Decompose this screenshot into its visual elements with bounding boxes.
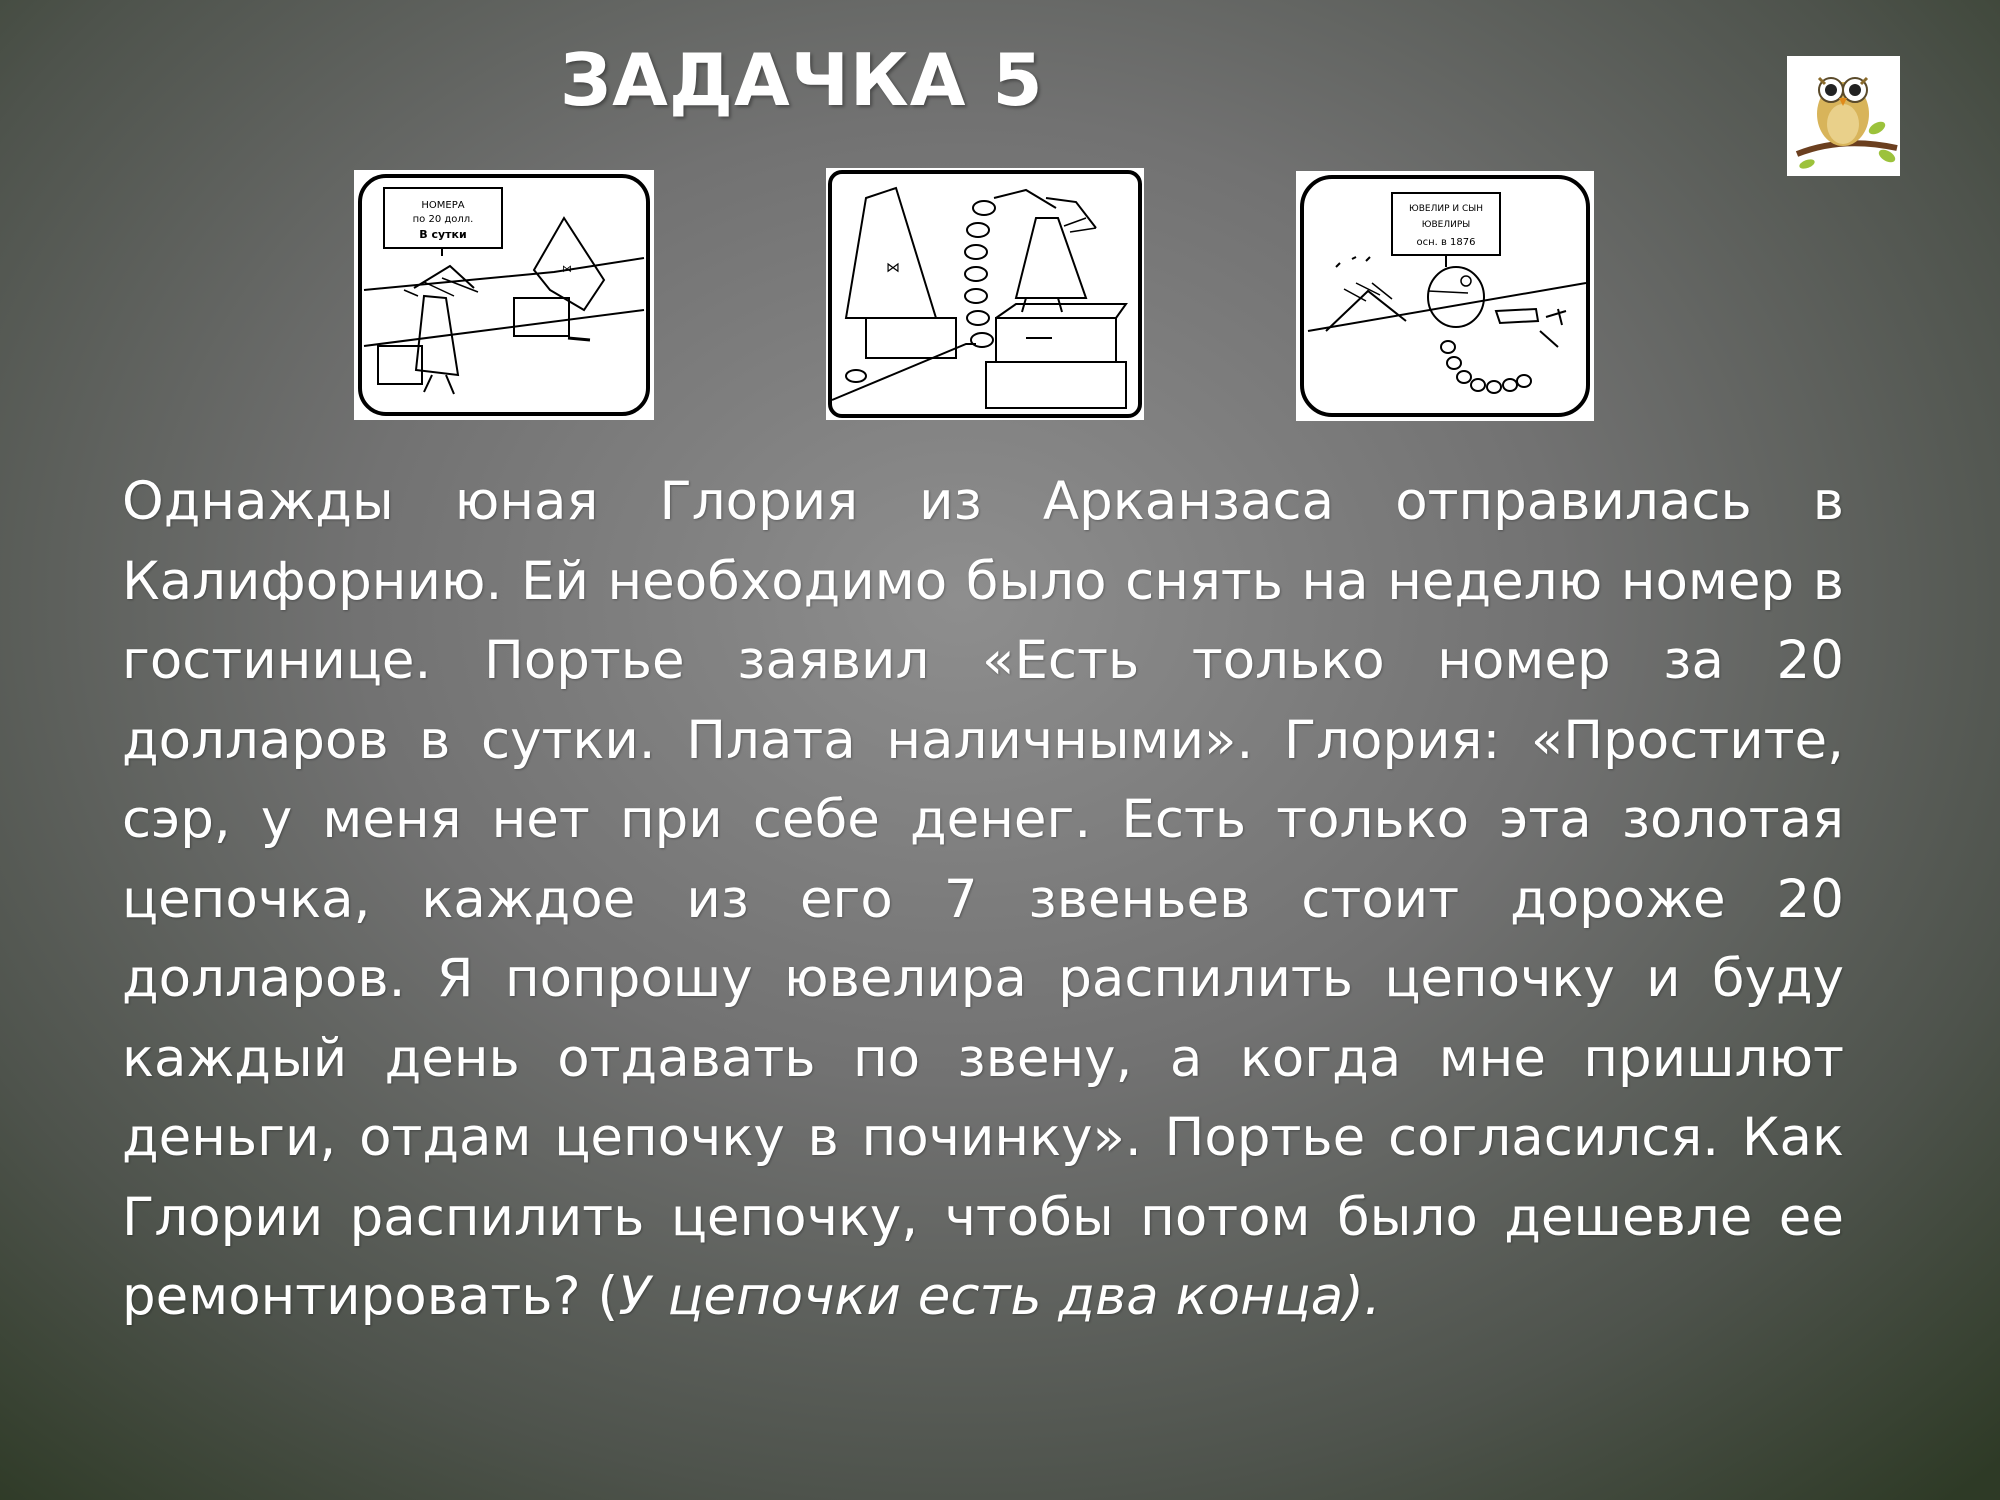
sign-line: осн. в 1876 [1416,237,1476,248]
cartoon-chain [826,168,1144,420]
problem-hint: У цепочки есть два конца). [618,1266,1381,1327]
sign-line: НОМЕРА [421,200,465,211]
cartoon-hotel [354,170,654,420]
svg-text:⋈: ⋈ [886,260,900,276]
svg-text:⋈: ⋈ [562,264,572,275]
problem-text [122,462,1844,1337]
sign-line: В сутки [419,228,467,241]
owl-icon [1787,56,1900,176]
sign-line: ЮВЕЛИР И СЫН [1409,204,1483,214]
problem-statement: Однажды юная Глория из Арканзаса отправилась в Калифорнию. Ей необходимо было снять на неделю номер в гостинице. Портье заявил «Есть только номер за 20 долларов в сутки. Плата наличными». Глория: «Простите, сэр, у меня нет при себе денег. Есть только эта золотая цепочка, каждое из его 7 звеньев стоит дороже 20 долларов. Я попрошу ювелира распилить цепочку и буду каждый день отдавать по звену, а когда мне пришлют деньги, отдам цепочку в починку». Портье согласился. Как Глории распилить цепочку, чтобы потом было дешевле ее ремонтировать? ( [122,471,1844,1327]
sign-line: по 20 долл. [412,214,474,225]
slide-title: ЗАДАЧКА 5 [560,38,1044,122]
cartoon-jeweler [1296,171,1594,421]
sign-line: ЮВЕЛИРЫ [1421,220,1471,230]
